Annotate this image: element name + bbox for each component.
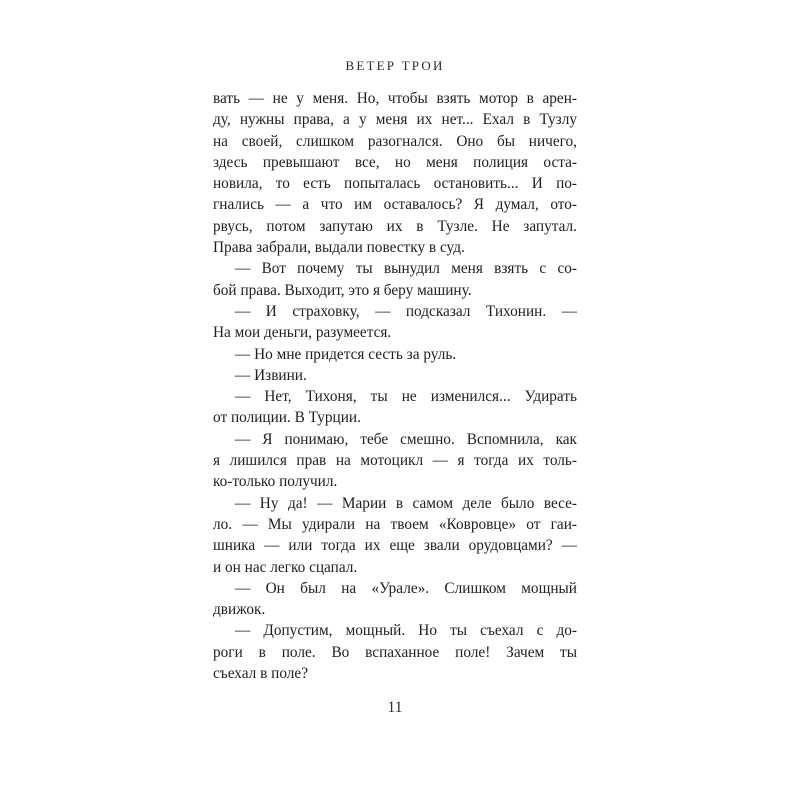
page-number: 11 (387, 699, 403, 716)
text-line: рвусь, потом запутаю их в Тузле. Не запутал. (213, 217, 577, 235)
running-header: ВЕТЕР ТРОИ (345, 58, 445, 73)
text-block (213, 88, 577, 684)
text-line: движок. (213, 601, 266, 619)
text-line: На мои деньги, разумеется. (213, 324, 392, 342)
text-line: шника — или тогда их еще звали орудовцами? — (213, 537, 577, 555)
text-line: бой права. Выходит, это я беру машину. (213, 281, 472, 299)
text-line: здесь превышают все, но меня полиция оста- (213, 153, 577, 171)
text-line: от полиции. В Турции. (213, 409, 361, 427)
text-line: на своей, слишком разогнался. Оно бы ничего, (213, 132, 577, 150)
text-line: Права забрали, выдали повестку в суд. (213, 239, 465, 257)
text-line: — Я понимаю, тебе смешно. Вспомнила, как (235, 430, 577, 448)
text-line: гнались — а что им оставалось? Я думал, ото- (213, 196, 577, 214)
text-line: — И страховку, — подсказал Тихонин. — (235, 302, 577, 320)
text-line: — Ну да! — Марии в самом деле было весе- (235, 494, 577, 512)
text-line: — Извини. (235, 366, 307, 384)
text-line: вать — не у меня. Но, чтобы взять мотор в арен- (213, 90, 577, 107)
text-line: я лишился прав на мотоцикл — я тогда их толь- (213, 452, 577, 470)
text-line: — Нет, Тихоня, ты не изменился... Удирать (235, 388, 577, 406)
text-line: — Допустим, мощный. Но ты съехал с до- (235, 622, 577, 640)
text-line: — Вот почему ты вынудил меня взять с со- (235, 260, 577, 278)
text-line: ко-только получил. (213, 473, 338, 491)
text-line: и он нас легко сцапал. (213, 558, 358, 576)
text-line: роги в поле. Во вспаханное поле! Зачем ты (213, 643, 577, 661)
text-line: съехал в поле? (213, 665, 309, 683)
text-line: — Он был на «Урале». Слишком мощный (235, 579, 577, 597)
text-line: новила, то есть попыталась остановить... И по- (213, 175, 577, 193)
text-line: ло. — Мы удирали на твоем «Ковровце» от гаи- (213, 515, 577, 533)
text-line: ду, нужны права, а у меня их нет... Ехал в Тузлу (213, 111, 577, 129)
text-line: — Но мне придется сесть за руль. (235, 345, 457, 363)
